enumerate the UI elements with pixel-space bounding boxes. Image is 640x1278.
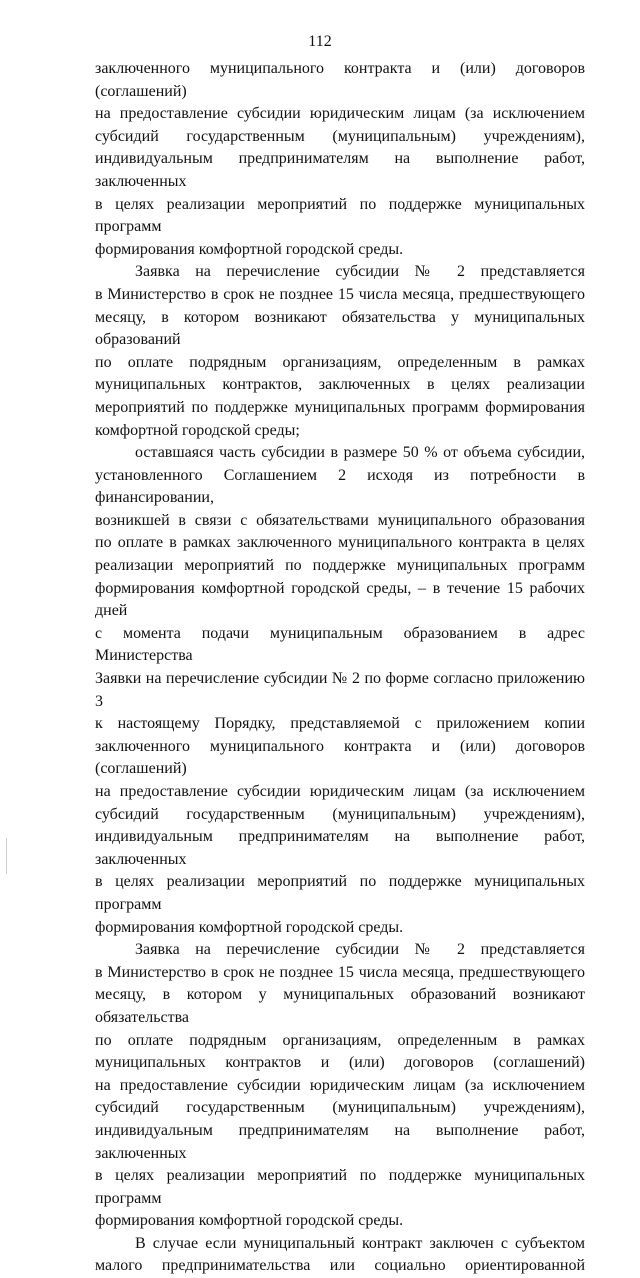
text-line: по оплате подрядным организациям, определенным в рамках <box>95 1031 585 1049</box>
text-line: оставшаяся часть субсидии в размере 50 % от объема субсидии, <box>135 444 585 462</box>
text-line: на предоставление субсидии юридическим лицам (за исключением <box>95 1076 585 1094</box>
text-line: в целях реализации мероприятий по поддержке муниципальных программ <box>95 1167 585 1207</box>
text-line: формирования комфортной городской среды. <box>95 240 404 258</box>
text-line: муниципальных контрактов и (или) договоров (соглашений) <box>95 1054 585 1072</box>
text-line: индивидуальным предпринимателям на выполнение работ, заключенных <box>95 150 585 190</box>
text-line: формирования комфортной городской среды. <box>95 1212 404 1230</box>
text-line: формирования комфортной городской среды, – в течение 15 рабочих дней <box>95 579 585 620</box>
text-line: В случае если муниципальный контракт заключен с субъектом <box>135 1234 585 1252</box>
text-line: индивидуальным предпринимателям на выполнение работ, заключенных <box>95 1121 585 1162</box>
text-line: установленного Соглашением 2 исходя из потребности в финансировании, <box>95 466 585 507</box>
text-line: возникшей в связи с обязательствами муниципального образования <box>95 511 585 529</box>
page-number: 112 <box>308 33 332 50</box>
text-line: заключенного муниципального контракта и (или) договоров (соглашений) <box>95 60 585 100</box>
text-line: по оплате в рамках заключенного муниципального контракта в целях <box>95 534 585 552</box>
text-line: в Министерство в срок не позднее 15 числа месяца, предшествующего <box>95 963 585 981</box>
text-line: по оплате подрядным организациям, определенным в рамках <box>95 353 585 371</box>
text-line: на предоставление субсидии юридическим лицам (за исключением <box>95 783 585 800</box>
text-line: Заявка на перечисление субсидии № 2 представляется <box>135 263 585 281</box>
text-line: к настоящему Порядку, представляемой с приложением копии <box>95 715 585 733</box>
text-line: комфортной городской среды; <box>95 421 300 439</box>
text-line: Заявка на перечисление субсидии № 2 представляется <box>135 941 585 959</box>
text-line: муниципальных контрактов, заключенных в целях реализации <box>95 376 585 394</box>
text-line: субсидий государственным (муниципальным) учреждениям), <box>95 805 585 823</box>
text-line: Заявки на перечисление субсидии № 2 по форме согласно приложению 3 <box>95 670 585 710</box>
body-text <box>95 58 585 1278</box>
text-line: месяцу, в котором возникают обязательства у муниципальных образований <box>95 308 585 349</box>
text-line: реализации мероприятий по поддержке муниципальных программ <box>95 557 585 575</box>
text-line: субсидий государственным (муниципальным) учреждениям), <box>95 127 585 145</box>
text-line: мероприятий по поддержке муниципальных программ формирования <box>95 398 585 416</box>
text-line: индивидуальным предпринимателям на выполнение работ, заключенных <box>95 828 585 868</box>
text-line: с момента подачи муниципальным образованием в адрес Министерства <box>95 624 585 665</box>
text-line: в целях реализации мероприятий по поддержке муниципальных программ <box>95 195 585 236</box>
text-line: малого предпринимательства или социально ориентированной <box>95 1257 585 1275</box>
text-line: заключенного муниципального контракта и (или) договоров (соглашений) <box>95 737 585 778</box>
text-line: субсидий государственным (муниципальным) учреждениям), <box>95 1099 585 1117</box>
text-line: в Министерство в срок не позднее 15 числа месяца, предшествующего <box>95 285 585 303</box>
text-line: в целях реализации мероприятий по поддержке муниципальных программ <box>95 873 585 913</box>
text-line: на предоставление субсидии юридическим лицам (за исключением <box>95 105 585 123</box>
text-line: формирования комфортной городской среды. <box>95 918 404 936</box>
scan-edge-mark <box>6 838 7 874</box>
text-line: месяцу, в котором у муниципальных образований возникают обязательства <box>95 986 585 1026</box>
